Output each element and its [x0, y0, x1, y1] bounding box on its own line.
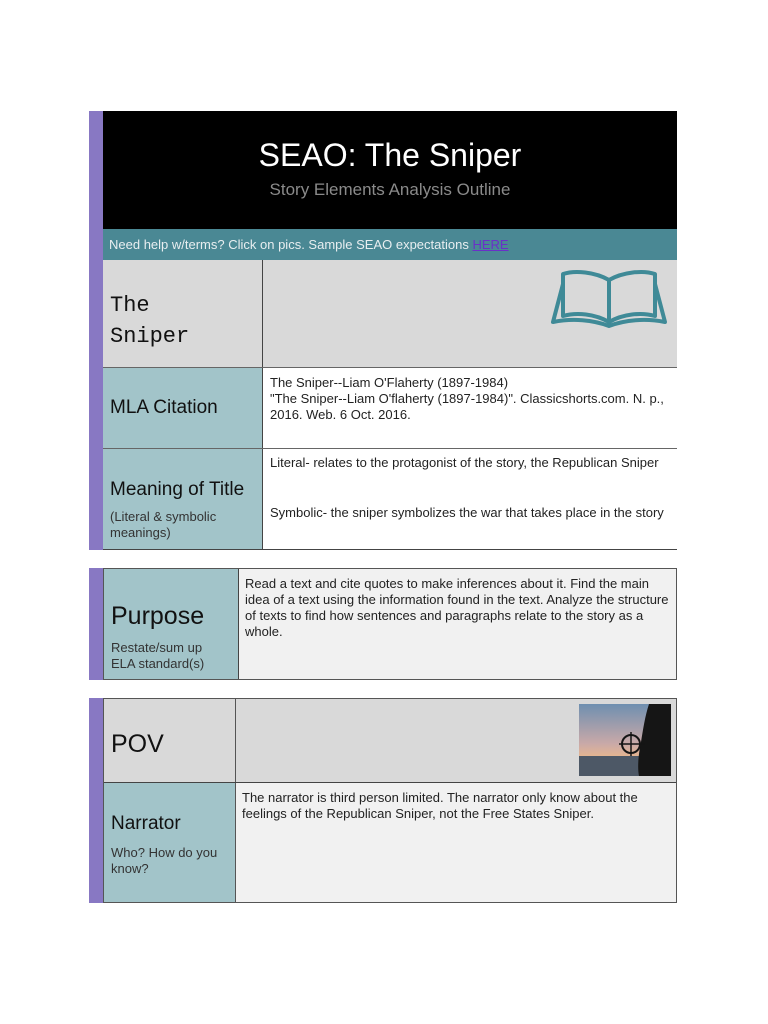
purpose-label-cell	[104, 569, 239, 679]
meaning-row	[103, 448, 677, 550]
title-band	[103, 111, 677, 229]
help-text: Need help w/terms? Click on pics. Sample SEAO expectations	[109, 237, 473, 252]
purpose-text: Read a text and cite quotes to make inferences about it. Find the main idea of a text using the information found in the text. Analyze the structure of texts to find how sentences and paragraphs relate to the story as a whole.	[245, 576, 669, 639]
book-cell	[263, 260, 677, 367]
mla-value-cell	[263, 368, 677, 448]
open-book-icon[interactable]	[549, 266, 669, 330]
sunset-silhouette-image[interactable]	[579, 704, 671, 776]
pov-label-cell	[104, 699, 236, 782]
meaning-label-cell	[103, 449, 263, 549]
page-subtitle: Story Elements Analysis Outline	[269, 180, 511, 199]
header-section	[89, 111, 677, 550]
mla-line-1: The Sniper--Liam O'Flaherty (1897-1984)	[270, 375, 509, 390]
narrator-label-cell	[104, 783, 236, 902]
purpose-value-cell	[239, 569, 676, 679]
narrator-text: The narrator is third person limited. The narrator only know about the feelings of the Republican Sniper, not the Free States Sniper.	[242, 790, 638, 821]
narrator-label: Narrator	[111, 813, 181, 834]
narrator-value-cell	[236, 783, 676, 902]
story-title-row	[103, 260, 677, 367]
purpose-box	[103, 568, 677, 680]
accent-bar	[89, 568, 103, 680]
purpose-note: Restate/sum up ELA standard(s)	[111, 640, 205, 671]
pov-label: POV	[111, 730, 164, 758]
pov-row	[104, 699, 676, 783]
help-bar	[103, 229, 677, 260]
mla-row	[103, 367, 677, 448]
narrator-row	[104, 783, 676, 902]
here-link[interactable]: HERE	[472, 237, 509, 252]
narrator-note: Who? How do you know?	[111, 845, 218, 876]
mla-line-2: "The Sniper--Liam O'flaherty (1897-1984)". Classicshorts.com. N. p., 2016. Web. 6 Oct. 2016.	[270, 391, 664, 422]
purpose-section	[89, 568, 677, 680]
accent-bar	[89, 698, 103, 903]
accent-bar	[89, 111, 103, 550]
meaning-label: Meaning of Title	[110, 479, 245, 500]
meaning-note: (Literal & symbolic meanings)	[110, 509, 217, 540]
meaning-literal: Literal- relates to the protagonist of the story, the Republican Sniper	[270, 455, 659, 470]
meaning-value-cell	[263, 449, 677, 549]
purpose-label: Purpose	[111, 602, 205, 630]
story-title-cell	[103, 260, 263, 367]
story-title: The Sniper	[110, 293, 190, 349]
meaning-symbolic: Symbolic- the sniper symbolizes the war that takes place in the story	[270, 505, 664, 520]
pov-section	[89, 698, 677, 903]
pov-image-cell	[236, 699, 676, 782]
pov-box	[103, 698, 677, 903]
page-title: SEAO: The Sniper	[258, 137, 522, 173]
mla-label-cell	[103, 368, 263, 448]
mla-label: MLA Citation	[110, 397, 218, 418]
